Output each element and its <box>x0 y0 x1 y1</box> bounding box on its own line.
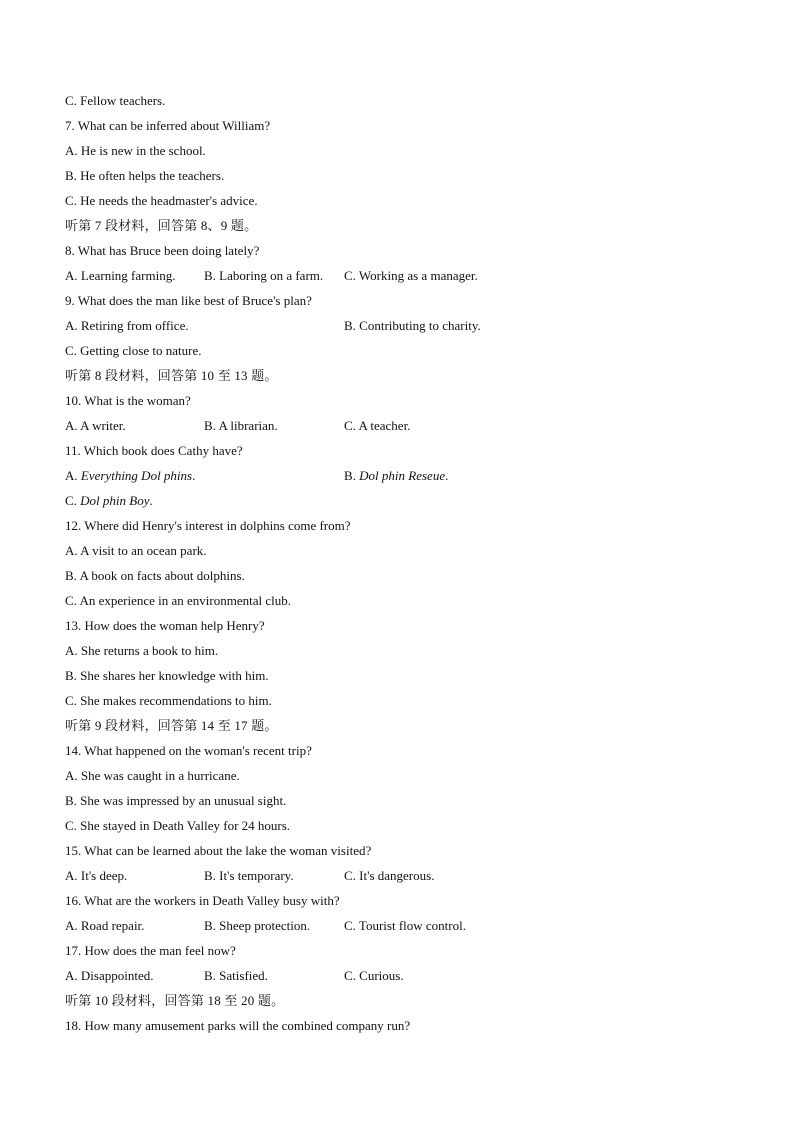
option-letter: C. <box>65 493 81 508</box>
question-text: 14. What happened on the woman's recent trip? <box>65 743 312 758</box>
answer-option: C. He needs the headmaster's advice. <box>65 193 258 208</box>
answer-option: B. A librarian. <box>204 418 278 433</box>
question-text: 9. What does the man like best of Bruce's plan? <box>65 293 312 308</box>
question-text: 7. What can be inferred about William? <box>65 118 271 133</box>
answer-option: A. He is new in the school. <box>65 143 206 158</box>
question-text: 17. How does the man feel now? <box>65 943 236 958</box>
answer-option: C. An experience in an environmental club. <box>65 593 291 608</box>
punctuation: . <box>192 468 196 483</box>
answer-option: A. A visit to an ocean park. <box>65 543 207 558</box>
answer-option: C. Getting close to nature. <box>65 343 202 358</box>
section-instruction: 听第 10 段材料，回答第 18 至 20 题。 <box>65 993 285 1008</box>
question-text: 10. What is the woman? <box>65 393 191 408</box>
punctuation: . <box>445 468 449 483</box>
option-row <box>65 963 745 988</box>
book-title: Dol phin Boy <box>80 493 150 508</box>
answer-option: B. A book on facts about dolphins. <box>65 568 245 583</box>
answer-option <box>65 463 195 488</box>
question-text: 12. Where did Henry's interest in dolphins come from? <box>65 518 351 533</box>
option-row <box>65 463 745 488</box>
option-row <box>65 413 745 438</box>
answer-option: A. Retiring from office. <box>65 318 189 333</box>
answer-option: B. Laboring on a farm. <box>204 268 324 283</box>
answer-option: C. Curious. <box>344 968 404 983</box>
option-row <box>65 913 745 938</box>
answer-option: C. She stayed in Death Valley for 24 hours. <box>65 818 291 833</box>
punctuation: . <box>149 493 153 508</box>
option-letter: A. <box>65 468 81 483</box>
answer-option: C. Tourist flow control. <box>344 918 466 933</box>
answer-option <box>344 463 448 488</box>
question-text: 15. What can be learned about the lake the woman visited? <box>65 843 372 858</box>
answer-option: A. Road repair. <box>65 918 145 933</box>
book-title: Dol phin Reseue <box>359 468 446 483</box>
answer-option: A. She returns a book to him. <box>65 643 219 658</box>
answer-option: B. He often helps the teachers. <box>65 168 225 183</box>
question-text: 8. What has Bruce been doing lately? <box>65 243 260 258</box>
answer-option: C. She makes recommendations to him. <box>65 693 272 708</box>
book-title: Everything Dol phins <box>80 468 193 483</box>
section-instruction: 听第 7 段材料，回答第 8、9 题。 <box>65 218 258 233</box>
answer-option: B. Contributing to charity. <box>344 318 481 333</box>
question-text: 11. Which book does Cathy have? <box>65 443 243 458</box>
answer-option: C. It's dangerous. <box>344 868 435 883</box>
answer-option: A. It's deep. <box>65 868 128 883</box>
answer-option: B. Sheep protection. <box>204 918 311 933</box>
answer-option: C. Working as a manager. <box>344 268 478 283</box>
answer-option: B. She was impressed by an unusual sight. <box>65 793 287 808</box>
answer-option <box>65 488 745 513</box>
option-row <box>65 313 745 338</box>
section-instruction: 听第 8 段材料，回答第 10 至 13 题。 <box>65 368 278 383</box>
answer-option: B. Satisfied. <box>204 968 268 983</box>
answer-option: A. Learning farming. <box>65 268 176 283</box>
exam-page <box>65 88 745 1038</box>
question-text: 16. What are the workers in Death Valley busy with? <box>65 893 340 908</box>
section-instruction: 听第 9 段材料，回答第 14 至 17 题。 <box>65 718 278 733</box>
option-row <box>65 863 745 888</box>
answer-option: C. A teacher. <box>344 418 411 433</box>
option-letter: B. <box>344 468 360 483</box>
answer-option: A. Disappointed. <box>65 968 154 983</box>
answer-option: B. She shares her knowledge with him. <box>65 668 269 683</box>
answer-option: A. She was caught in a hurricane. <box>65 768 240 783</box>
answer-option: B. It's temporary. <box>204 868 294 883</box>
question-text: 18. How many amusement parks will the combined company run? <box>65 1018 411 1033</box>
answer-option: C. Fellow teachers. <box>65 93 166 108</box>
answer-option: A. A writer. <box>65 418 126 433</box>
option-row <box>65 263 745 288</box>
question-text: 13. How does the woman help Henry? <box>65 618 265 633</box>
